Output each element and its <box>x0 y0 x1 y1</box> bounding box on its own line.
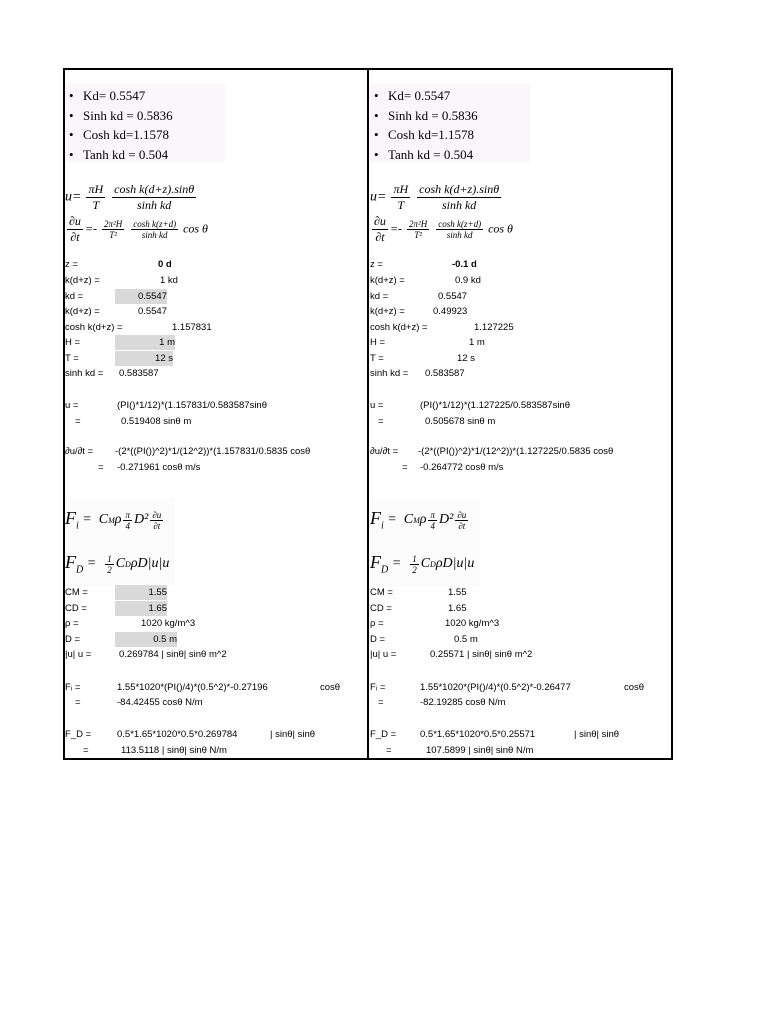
row-cosh: cosh k(d+z) = 1.157831 <box>65 322 212 333</box>
bullet-item: • Kd= 0.5547 <box>69 88 146 103</box>
inertia-force-formula: $F_i$ = C M ρ $\frac{\pi}{4}$ D² $\frac{\partial u}{\partial t}$ <box>370 498 480 542</box>
row-CD: CD = 1.65 <box>370 603 467 614</box>
velocity-formula: u= $\frac{\pi H}{T}$ $\frac{\text{cosh k(d+z).sinθ}}{\text{sinh kd}}$ <box>370 182 500 212</box>
row-uu: |u| u = 0.269784 | sinθ| sinθ m^2 <box>65 649 227 660</box>
row-du: ∂u/∂t = -(2*((PI())^2)*1/(12^2))*(1.157831/0.5835 cosθ <box>65 446 311 457</box>
bullet-item: • Cosh kd=1.1578 <box>374 127 475 142</box>
row-u: u = (PI()*1/12)*(1.127225/0.583587sinθ <box>370 400 570 411</box>
row-FD-result: = 107.5899 | sinθ| sinθ N/m <box>386 745 534 756</box>
row-FD: F_D = 0.5*1.65*1020*0.5*0.269784 | sinθ| sinθ <box>65 729 316 740</box>
row-Fi: Fᵢ = 1.55*1020*(PI()/4)*(0.5^2)*-0.27196 cosθ <box>65 682 341 693</box>
row-rho: ρ = 1020 kg/m^3 <box>370 618 500 629</box>
bullet-item: • Tanh kd = 0.504 <box>374 146 474 162</box>
acceleration-formula: $\frac{\partial u}{\partial t}$ =- $\frac{\text{2π²H}}{\text{T²}}$ $\frac{\text{cosh k(z+d)}}{\text{sinh kd}}$ cos θ <box>69 214 208 244</box>
row-du-result: = -0.264772 cosθ m/s <box>402 462 504 473</box>
row-kd: kd = 0.5547 <box>370 291 468 302</box>
row-z: z = -0.1 d <box>370 259 477 270</box>
row-u: u = (PI()*1/12)*(1.157831/0.583587sinθ <box>65 400 267 411</box>
bullet-list <box>65 84 225 162</box>
row-kdz2: k(d+z) = 0.49923 <box>370 306 468 317</box>
row-u-result: = 0.519408 sinθ m <box>75 416 192 427</box>
row-T: T = 12 s <box>370 353 475 364</box>
row-H: H = 1 m <box>65 337 175 348</box>
row-uu: |u| u = 0.25571 | sinθ| sinθ m^2 <box>370 649 533 660</box>
row-rho: ρ = 1020 kg/m^3 <box>65 618 196 629</box>
row-D: D = 0.5 m <box>370 634 478 645</box>
bullet-item: • Kd= 0.5547 <box>374 88 451 103</box>
row-T: T = 12 s <box>65 353 173 364</box>
bullet-item: • Sinh kd = 0.5836 <box>374 107 478 123</box>
acceleration-formula: $\frac{\partial u}{\partial t}$ =- $\frac{\text{2π²H}}{\text{T²}}$ $\frac{\text{cosh k(z+d)}}{\text{sinh kd}}$ cos θ <box>374 214 513 244</box>
drag-force-formula: $F_D$ = $\frac{1}{2}$ C D ρD|u|u <box>370 542 480 586</box>
row-kdz: k(d+z) = 1 kd <box>65 275 178 286</box>
bullet-item: • Cosh kd=1.1578 <box>69 127 170 142</box>
row-FD-result: = 113.5118 | sinθ| sinθ N/m <box>83 745 227 756</box>
row-Fi-result: = -82.19285 cosθ N/m <box>378 697 506 708</box>
row-H: H = 1 m <box>370 337 485 348</box>
row-kdz2: k(d+z) = 0.5547 <box>65 306 167 317</box>
row-Fi-result: = -84.42455 cosθ N/m <box>75 697 203 708</box>
row-kdz: k(d+z) = 0.9 kd <box>370 275 481 286</box>
row-z: z = 0 d <box>65 259 172 270</box>
row-u-result: = 0.505678 sinθ m <box>378 416 496 427</box>
bullet-list <box>370 84 530 162</box>
velocity-formula: u= $\frac{\pi H}{T}$ $\frac{\text{cosh k(d+z).sinθ}}{\text{sinh kd}}$ <box>65 182 195 212</box>
row-sinh: sinh kd = 0.583587 <box>65 368 159 379</box>
drag-force-formula: $F_D$ = $\frac{1}{2}$ C D ρD|u|u <box>65 542 175 586</box>
row-Fi: Fᵢ = 1.55*1020*(PI()/4)*(0.5^2)*-0.26477 cosθ <box>370 682 645 693</box>
bullet-item: • Tanh kd = 0.504 <box>69 146 169 162</box>
row-du: ∂u/∂t = -(2*((PI())^2)*1/(12^2))*(1.127225/0.5835 cosθ <box>370 446 614 457</box>
row-kd: kd = 0.5547 <box>65 291 167 302</box>
row-cosh: cosh k(d+z) = 1.127225 <box>370 322 514 333</box>
left-column <box>65 70 368 758</box>
row-du-result: = -0.271961 cosθ m/s <box>98 462 201 473</box>
row-D: D = 0.5 m <box>65 634 177 645</box>
right-column <box>370 70 673 758</box>
row-sinh: sinh kd = 0.583587 <box>370 368 465 379</box>
row-CM: CM = 1.55 <box>65 587 167 598</box>
row-CM: CM = 1.55 <box>370 587 467 598</box>
bullet-item: • Sinh kd = 0.5836 <box>69 107 173 123</box>
row-CD: CD = 1.65 <box>65 603 167 614</box>
inertia-force-formula: $F_i$ = C M ρ $\frac{\pi}{4}$ D² $\frac{\partial u}{\partial t}$ <box>65 498 175 542</box>
row-FD: F_D = 0.5*1.65*1020*0.5*0.25571 | sinθ| sinθ <box>370 729 620 740</box>
